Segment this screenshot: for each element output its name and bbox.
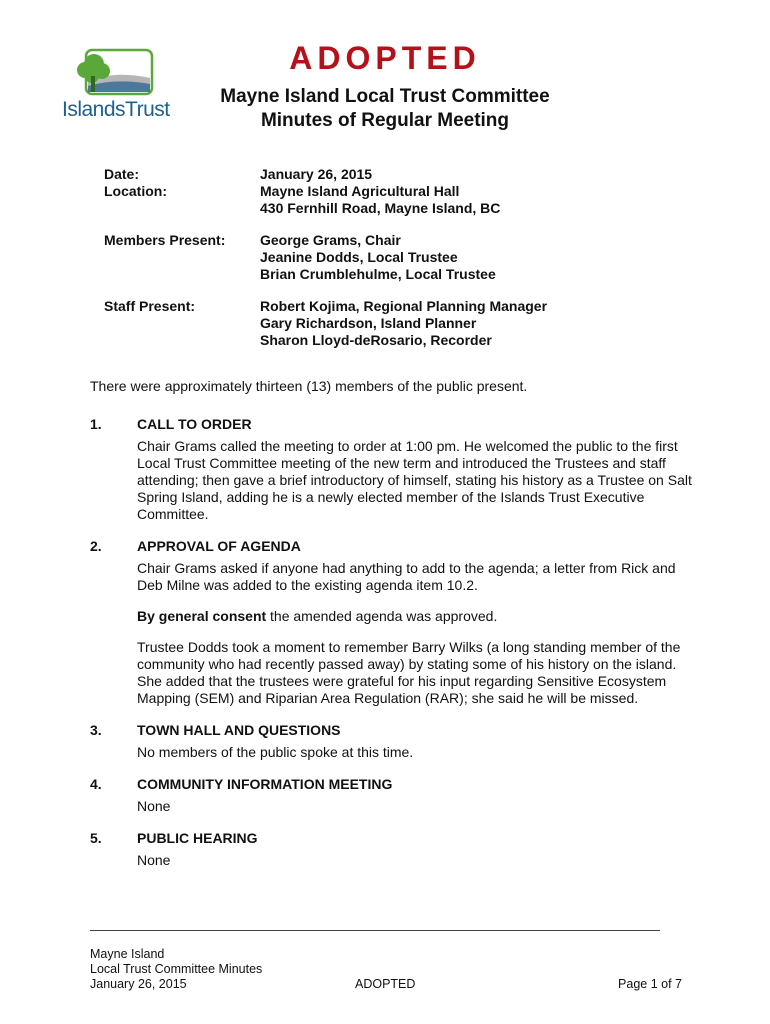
section-town-hall (90, 722, 700, 761)
date-label: Date: (104, 166, 140, 182)
section-paragraph: None (137, 798, 171, 814)
member-name: George Grams, Chair (260, 232, 401, 248)
section-paragraph: Chair Grams asked if anyone had anything to add to the agenda; a letter from Rick and Deb Milne was added to the existing agenda item 10.2. (137, 560, 676, 593)
footer-status: ADOPTED (355, 977, 416, 991)
staff-name: Gary Richardson, Island Planner (260, 315, 477, 331)
section-number: 1. (90, 416, 102, 432)
section-heading: TOWN HALL AND QUESTIONS (137, 722, 341, 738)
section-approval-of-agenda (90, 538, 700, 707)
section-heading: APPROVAL OF AGENDA (137, 538, 301, 554)
section-number: 2. (90, 538, 102, 554)
section-paragraph: None (137, 852, 171, 868)
section-paragraph: Trustee Dodds took a moment to remember Barry Wilks (a long standing member of the community who had recently passed away) by stating some of his history on the island. She added that the trustees were grateful for his input regarding Sensitive Ecosystem Mapping (SEM) and Riparian Area Regulation (RAR); she said he will be missed. (137, 639, 681, 706)
info-row-date-location (104, 166, 547, 217)
footer-line: Local Trust Committee Minutes (90, 962, 263, 976)
info-row-members (104, 232, 547, 283)
footer-date: January 26, 2015 (90, 977, 187, 991)
staff-label: Staff Present: (104, 298, 196, 314)
section-heading: CALL TO ORDER (137, 416, 252, 432)
section-number: 4. (90, 776, 102, 792)
page-number: Page 1 of 7 (618, 977, 682, 991)
consent-rest: the amended agenda was approved. (266, 608, 498, 624)
page-footer (90, 947, 682, 992)
adopted-stamp: ADOPTED (289, 40, 481, 76)
date-value: January 26, 2015 (260, 166, 373, 182)
section-number: 3. (90, 722, 102, 738)
section-heading: PUBLIC HEARING (137, 830, 258, 846)
section-community-information-meeting (90, 776, 700, 815)
footer-line: Mayne Island (90, 947, 165, 961)
section-paragraph: Chair Grams called the meeting to order at 1:00 pm. He welcomed the public to the first Local Trust Committee meeting of the new term and introduced the Trustees and staff attending; then gave a brief introductory of himself, stating his history as a Trustee on Salt Spring Island, adding he is a newly elected member of the Islands Trust Executive Committee. (137, 438, 692, 522)
section-heading: COMMUNITY INFORMATION MEETING (137, 776, 393, 792)
meeting-info (104, 166, 547, 364)
footer-divider (90, 930, 660, 931)
member-name: Brian Crumblehulme, Local Trustee (260, 266, 496, 282)
intro-paragraph: There were approximately thirteen (13) members of the public present. (90, 378, 528, 394)
section-call-to-order (90, 416, 700, 523)
document-subtitle: Minutes of Regular Meeting (260, 110, 510, 131)
section-number: 5. (90, 830, 102, 846)
location-value: 430 Fernhill Road, Mayne Island, BC (260, 200, 501, 216)
staff-name: Robert Kojima, Regional Planning Manager (260, 298, 548, 314)
consent-paragraph (137, 608, 700, 625)
document-title: Mayne Island Local Trust Committee (220, 86, 550, 107)
location-value: Mayne Island Agricultural Hall (260, 183, 460, 199)
section-paragraph: No members of the public spoke at this time. (137, 744, 414, 760)
logo-text: IslandsTrust (62, 98, 170, 121)
minutes-body (90, 378, 700, 884)
consent-bold: By general consent (137, 608, 267, 624)
members-label: Members Present: (104, 232, 226, 248)
section-public-hearing (90, 830, 700, 869)
staff-name: Sharon Lloyd-deRosario, Recorder (260, 332, 492, 348)
location-label: Location: (104, 183, 167, 199)
info-row-staff (104, 298, 547, 349)
member-name: Jeanine Dodds, Local Trustee (260, 249, 458, 265)
